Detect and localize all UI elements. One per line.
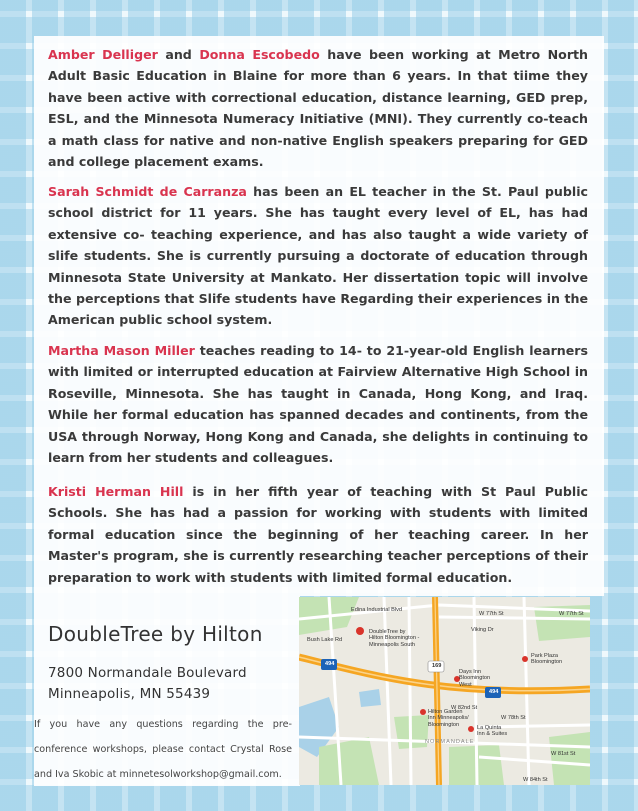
bio-connector: and [157,47,200,62]
place-hilton-garden: Hilton Garden Inn Minneapolis/ Bloomington [428,709,469,728]
bio-delliger-escobedo [48,44,588,172]
shield-494-east: 494 [489,689,499,695]
bio-text: have been working at Metro North Adult Basic Education in Blaine for more than 6 years. In that tiime they have been active with correctional education, distance learning, GED prep, ESL, and the Minnesota Numeracy Initiative (MNI). They currently co-teach a math class for native and non-native English speakers preparing for GED and college placement exams. [48,47,589,170]
street-w77-b: W 77th St [559,611,584,617]
place-park-plaza: Park Plaza Bloomington [531,653,563,666]
bio-herman-hill [48,481,588,588]
bio-text: is in her fifth year of teaching with St Paul Public Schools. She has had a passion for working with students with limited formal education since the beginning of her teaching career. In her Master's program, she is currently researching teacher perceptions of their preparation to work with students with limited formal education. [48,484,588,585]
shield-494-west: 494 [325,661,335,667]
place-days-inn: Days Inn Bloomington West [459,669,491,688]
bio-name: Sarah Schmidt de Carranza [48,184,247,199]
street-w81: W 81st St [551,751,576,757]
bio-schmidt-de-carranza [48,181,588,331]
location-map[interactable] [299,597,590,785]
place-la-quinta: La Quinta Inn & Suites [477,725,508,738]
pin-label-doubletree: DoubleTree by Hilton Bloomington - Minneapolis South [369,629,420,648]
bio-text: teaches reading to 14- to 21-year-old English learners with limited or interrupted education at Fairview Alternative High School in Roseville, Minnesota. She has taught in Canada, Hong Kong, and Iraq. While her formal education has spanned decades and continents, from the USA through Norway, Hong Kong and Canada, she delights in continuing to learn from her students and colleagues. [48,343,588,466]
bio-text: has been an EL teacher in the St. Paul public school district for 11 years. She has taught every level of EL, has had extensive co- teaching experience, and has also taught a wide variety of slife students. She is currently pursuing a doctorate of education through Minnesota State University at Mankato. Her dissertation topic will involve the perceptions that Slife students have Regarding their experiences in the American public school system. [48,184,589,328]
shield-169: 169 [432,663,442,669]
street-w77-a: W 77th St [479,611,504,617]
bio-mason-miller [48,340,588,468]
street-viking: Viking Dr [471,627,494,633]
venue-name: DoubleTree by Hilton [48,622,263,646]
venue-city: Minneapolis, MN 55439 [48,686,211,702]
bio-name: Kristi Herman Hill [48,484,184,499]
venue-street: 7800 Normandale Boulevard [48,665,247,681]
bio-name: Amber Delliger [48,47,158,62]
place-normandale: NORMANDALE [425,739,475,745]
map-labels [301,597,590,785]
street-w82: W 82nd St [451,705,478,711]
street-edina: Edina Industrial Blvd [351,607,402,613]
street-bush: Bush Lake Rd [307,637,343,643]
contact-note: If you have any questions regarding the pre-conference workshops, please contact Crystal Rose and Iva Skobic at minnetesolworkshop@gmail.com. [34,719,292,780]
street-w78: W 78th St [501,715,526,721]
bio-name: Donna Escobedo [199,47,320,62]
street-w84: W 84th St [523,777,548,783]
bio-name: Martha Mason Miller [48,343,195,358]
